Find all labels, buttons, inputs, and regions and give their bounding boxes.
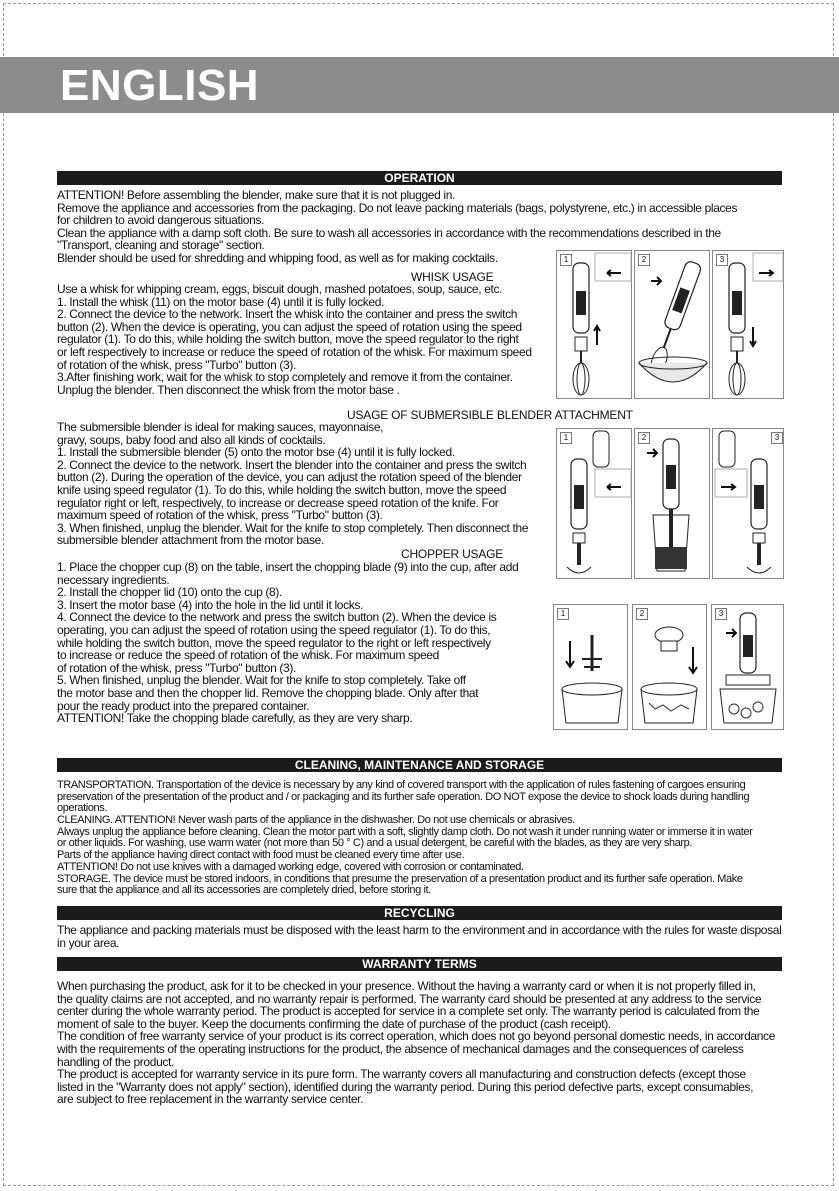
text-line: Blender should be used for shredding and whipping food, as well as for making cocktails. (57, 250, 498, 265)
whisk-usage-title: WHISK USAGE (411, 270, 494, 284)
text-line: with the requirements of the operating instructions for the product, the absence of mechanical damages and the consequences of careless (57, 1041, 744, 1056)
blender-usage-text (57, 421, 528, 547)
recycling-text (57, 924, 781, 949)
chopper-figure-1 (553, 604, 628, 730)
blender-detach-illustration (713, 429, 785, 580)
text-line: When purchasing the product, ask for it to be checked in your presence. Without the having a warranty card or when it is not properly filled in, (57, 979, 756, 993)
text-line: the motor base and then the chopper lid. Remove the chopping blade. Only after that (57, 685, 479, 700)
text-line: handling of the product. (57, 1054, 175, 1069)
cleaning-heading: CLEANING, MAINTENANCE AND STORAGE (57, 758, 782, 772)
figure-number: 2 (636, 608, 648, 620)
chopper-blade-insert-illustration (554, 605, 629, 731)
text-line: center during the whole warranty period. The product is accepted for service in a complete set only. The warranty period is calculated from the (57, 1004, 760, 1019)
text-line: operating, you can adjust the speed of rotation using the speed regulator (1). To do this, (57, 622, 491, 637)
text-line: while holding the switch button, move the speed regulator to the right or left respectively (57, 635, 491, 650)
text-line: gravy, soups, baby food and also all kinds of cocktails. (57, 432, 326, 447)
text-line: ATTENTION! Before assembling the blender, make sure that it is not plugged in. (57, 188, 456, 202)
text-line: 2. Connect the device to the network. Insert the blender into the container and press the switch (57, 457, 527, 472)
language-title: ENGLISH (60, 61, 260, 110)
whisk-figure-2 (634, 250, 710, 399)
figure-number: 2 (638, 432, 650, 444)
operation-heading: OPERATION (57, 171, 782, 185)
text-line: ATTENTION! Take the chopping blade carefully, as they are very sharp. (57, 711, 413, 726)
text-line: preservation of the presentation of the product and / or packaging and its further safe operation. DO NOT expose the device to shock loads during handling (57, 790, 750, 803)
text-line: 5. When finished, unplug the blender. Wait for the knife to stop completely. Take off (57, 673, 466, 688)
text-line: 3.After finishing work, wait for the whisk to stop completely and remove it from the container. (57, 370, 513, 385)
whisk-detach-illustration (713, 251, 785, 400)
figure-number: 2 (638, 254, 650, 266)
text-line: 4. Connect the device to the network and press the switch button (2). When the device is (57, 610, 497, 625)
text-line: are subject to free replacement in the warranty service center. (57, 1092, 364, 1107)
whisk-attach-illustration (557, 251, 633, 400)
text-line: Use a whisk for whipping cream, eggs, biscuit dough, mashed potatoes, soup, sauce, etc. (57, 282, 503, 296)
text-line: Remove the appliance and accessories from the packaging. Do not leave packing materials (bags, polystyrene, etc.) in accessible places (57, 200, 738, 215)
text-line: button (2). When the device is operating, you can adjust the speed of rotation using the speed (57, 319, 522, 334)
blender-usage-title: USAGE OF SUBMERSIBLE BLENDER ATTACHMENT (347, 408, 633, 422)
text-line: 3. Insert the motor base (4) into the hole in the lid until it locks. (57, 597, 364, 612)
chopper-figure-2 (632, 604, 707, 730)
whisk-usage-text (57, 283, 532, 396)
chopper-lid-illustration (633, 605, 708, 731)
warranty-text (57, 980, 775, 1106)
text-line: or left respectively to increase or reduce the speed of rotation of the whisk. For maximum speed (57, 344, 532, 359)
figure-number: 3 (771, 432, 783, 444)
text-line: The condition of free warranty service of your product is its correct operation, which does not go beyond personal domestic needs, in accordance (57, 1029, 776, 1044)
figure-number: 3 (715, 608, 727, 620)
text-line: listed in the "Warranty does not apply" section), identified during the warranty period. During this period defective parts, except consumables, (57, 1079, 754, 1094)
text-line: to increase or reduce the speed of rotation of the whisk. For maximum speed (57, 648, 439, 663)
text-line: Parts of the appliance having direct contact with food must be cleaned every time after use. (57, 849, 465, 862)
text-line: necessary ingredients. (57, 572, 170, 587)
text-line: 1. Install the submersible blender (5) onto the motor bse (4) until it is fully locked. (57, 445, 455, 460)
text-line: 1. Place the chopper cup (8) on the table, insert the chopping blade (9) into the cup, after add (57, 560, 519, 574)
figure-number: 1 (557, 608, 569, 620)
text-line: button (2). During the operation of the device, you can adjust the rotation speed of the blender (57, 470, 522, 485)
chopper-usage-text (57, 561, 518, 725)
text-line: The submersible blender is ideal for making sauces, mayonnaise, (57, 420, 384, 434)
recycling-heading: RECYCLING (57, 906, 782, 920)
text-line: submersible blender attachment from the motor base. (57, 533, 324, 548)
blender-figure-3 (712, 428, 784, 579)
whisk-figure-3 (712, 250, 784, 399)
text-line: 2. Install the chopper lid (10) onto the cup (8). (57, 585, 282, 600)
text-line: The appliance and packing materials must be disposed with the least harm to the environment and in accordance with the rules for waste disposal (57, 923, 782, 937)
warranty-heading: WARRANTY TERMS (57, 957, 782, 971)
text-line: STORAGE. The device must be stored indoors, in conditions that presume the preservation of a presentation product and its further safe operation. Make (57, 872, 743, 885)
text-line: the quality claims are not accepted, and no warranty repair is performed. The warranty card should be presented at any address to the service (57, 991, 762, 1006)
text-line: 2. Connect the device to the network. Insert the whisk into the container and press the switch (57, 307, 518, 322)
text-line: of rotation of the whisk, press "Turbo" button (3). (57, 357, 297, 372)
text-line: moment of sale to the buyer. Keep the documents confirming the date of purchase of the product (cash receipt). (57, 1016, 611, 1031)
text-line: regulator (1). To do this, while holding the switch button, move the speed regulator to the right (57, 332, 519, 347)
text-line: knife using speed regulator (1). To do this, while holding the switch button, move the speed (57, 482, 507, 497)
chopper-motor-illustration (712, 605, 785, 731)
chopper-figure-3 (711, 604, 784, 730)
text-line: Unplug the blender. Then disconnect the whisk from the motor base . (57, 382, 400, 397)
whisk-in-bowl-illustration (635, 251, 711, 400)
chopper-usage-title: CHOPPER USAGE (401, 547, 504, 561)
text-line: 3. When finished, unplug the blender. Wait for the knife to stop completely. Then disconnect the (57, 520, 529, 535)
text-line: The product is accepted for warranty service in its pure form. The warranty covers all manufacturing and construction defects (except those (57, 1067, 746, 1082)
blender-figure-2 (634, 428, 710, 579)
text-line: operations. (57, 802, 108, 815)
blender-figure-1 (556, 428, 632, 579)
text-line: Clean the appliance with a damp soft cloth. Be sure to wash all accessories in accordance with the recommendations described in the (57, 225, 721, 240)
text-line: regulator right or left, respectively, to increase or decrease speed rotation of the knife. For (57, 495, 499, 510)
figure-number: 1 (560, 254, 572, 266)
text-line: CLEANING. ATTENTION! Never wash parts of the appliance in the dishwasher. Do not use chemicals or abrasives. (57, 814, 575, 827)
text-line: "Transport, cleaning and storage" section. (57, 238, 265, 253)
figure-number: 3 (716, 254, 728, 266)
text-line: ATTENTION! Do not use knives with a damaged working edge, covered with corrosion or contaminated. (57, 860, 524, 873)
text-line: in your area. (57, 935, 120, 950)
text-line: pour the ready product into the prepared container. (57, 698, 310, 713)
language-banner (0, 57, 839, 113)
figure-number: 1 (560, 432, 572, 444)
blender-attach-illustration (557, 429, 633, 580)
text-line: for children to avoid dangerous situations. (57, 213, 265, 228)
cleaning-text (57, 780, 752, 897)
blender-in-cup-illustration (635, 429, 711, 580)
text-line: of rotation of the whisk, press "Turbo" button (3). (57, 660, 297, 675)
whisk-figure-1 (556, 250, 632, 399)
text-line: or other liquids. For washing, use warm water (not more than 50 ° C) and a usual detergent, be careful with the blades, as they are very sharp. (57, 837, 693, 850)
text-line: Always unplug the appliance before cleaning. Clean the motor part with a soft, slightly damp cloth. Do not wash it under running water or immerse it in water (57, 825, 753, 838)
text-line: maximum speed of rotation of the whisk, press "Turbo" button (3). (57, 508, 383, 523)
text-line: 1. Install the whisk (11) on the motor base (4) until it is fully locked. (57, 294, 385, 309)
text-line: TRANSPORTATION. Transportation of the device is necessary by any kind of covered transport with the application of rules fastening of cargoes ensuring (57, 779, 746, 791)
text-line: sure that the appliance and all its accessories are completely dried, before storing it. (57, 884, 431, 897)
